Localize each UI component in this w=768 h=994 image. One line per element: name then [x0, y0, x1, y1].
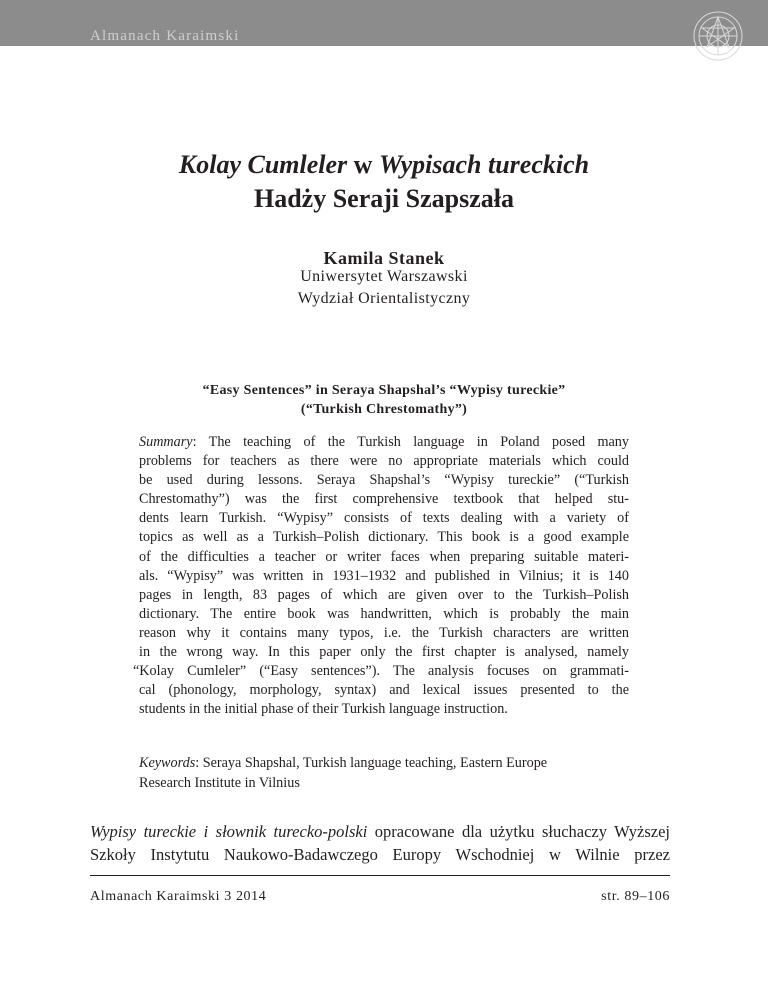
- abstract-line: be used during lessons. Seraya Shapshal’s “Wypisy tureckie” (“Turkish: [139, 472, 629, 489]
- english-title-line-1: “Easy Sentences” in Seraya Shapshal’s “Wypisy tureckie”: [202, 383, 566, 398]
- body-text: [90, 820, 670, 866]
- affiliation-faculty: Wydział Orientalistyczny: [297, 290, 471, 307]
- article-title-line-1: [0, 150, 768, 180]
- article-title-line-2: Hadży Seraji Szapszała: [254, 184, 514, 213]
- abstract-line: Summary: The teaching of the Turkish language in Poland posed many: [139, 434, 629, 450]
- english-title-line-2: (“Turkish Chrestomathy”): [300, 402, 468, 417]
- abstract-line: als. “Wypisy” was written in 1931–1932 and published in Vilnius; it is 140: [139, 567, 629, 584]
- affiliation-university: Uniwersytet Warszawski: [300, 268, 468, 285]
- abstract-line: students in the initial phase of their Turkish language instruction.: [139, 701, 508, 718]
- abstract-line: dictionary. The entire book was handwritten, which is probably the main: [139, 605, 629, 622]
- keywords-label: Keywords: [139, 755, 196, 771]
- journal-emblem-icon: [686, 10, 750, 74]
- body-line-1: Wypisy tureckie i słownik turecko-polski opracowane dla użytku słuchaczy Wyższej: [90, 822, 670, 841]
- author-name: Kamila Stanek: [323, 248, 445, 268]
- body-line-2: Szkoły Instytutu Naukowo-Badawczego Europy Wschodniej w Wilnie przez: [90, 845, 670, 864]
- abstract-line: Chrestomathy”) was the first comprehensive textbook that helped stu-: [139, 491, 629, 508]
- abstract-line: topics as well as a Turkish–Polish dictionary. This book is a good example: [139, 529, 629, 546]
- abstract-line: of the difficulties a teacher or writer faces when preparing suitable materi-: [139, 548, 629, 565]
- abstract-line: dents learn Turkish. “Wypisy” consists of texts dealing with a variety of: [139, 510, 629, 527]
- title-italic-part-b: Wypisach tureckich: [378, 150, 590, 179]
- footer-rule: [90, 875, 670, 876]
- abstract-line: problems for teachers as there were no appropriate materials which could: [139, 453, 629, 470]
- abstract-line: cal (phonology, morphology, syntax) and lexical issues presented to the: [139, 682, 629, 699]
- book-title: Wypisy tureckie i słownik turecko-polski: [90, 822, 368, 841]
- keywords: [139, 754, 629, 793]
- abstract-line: pages in length, 83 pages of which are given over to the Turkish–Polish: [139, 586, 629, 603]
- abstract-label: Summary: [139, 434, 193, 450]
- abstract-line: “Kolay Cumleler” (“Easy sentences”). The analysis focuses on grammati-: [133, 663, 629, 680]
- title-connector: w: [347, 150, 379, 179]
- keywords-line-2: Research Institute in Vilnius: [139, 774, 300, 791]
- keywords-line-1: Keywords: Seraya Shapshal, Turkish language teaching, Eastern Europe: [139, 755, 548, 771]
- title-italic-part-a: Kolay Cumleler: [178, 150, 348, 179]
- abstract: [133, 433, 629, 719]
- abstract-line: reason why it contains many typos, i.e. the Turkish characters are written: [139, 624, 629, 641]
- footer-citation: Almanach Karaimski 3 2014: [90, 889, 267, 904]
- running-header-title: Almanach Karaimski: [90, 28, 240, 44]
- abstract-line: in the wrong way. In this paper only the first chapter is analysed, namely: [139, 644, 629, 661]
- footer-pages: str. 89–106: [601, 889, 670, 904]
